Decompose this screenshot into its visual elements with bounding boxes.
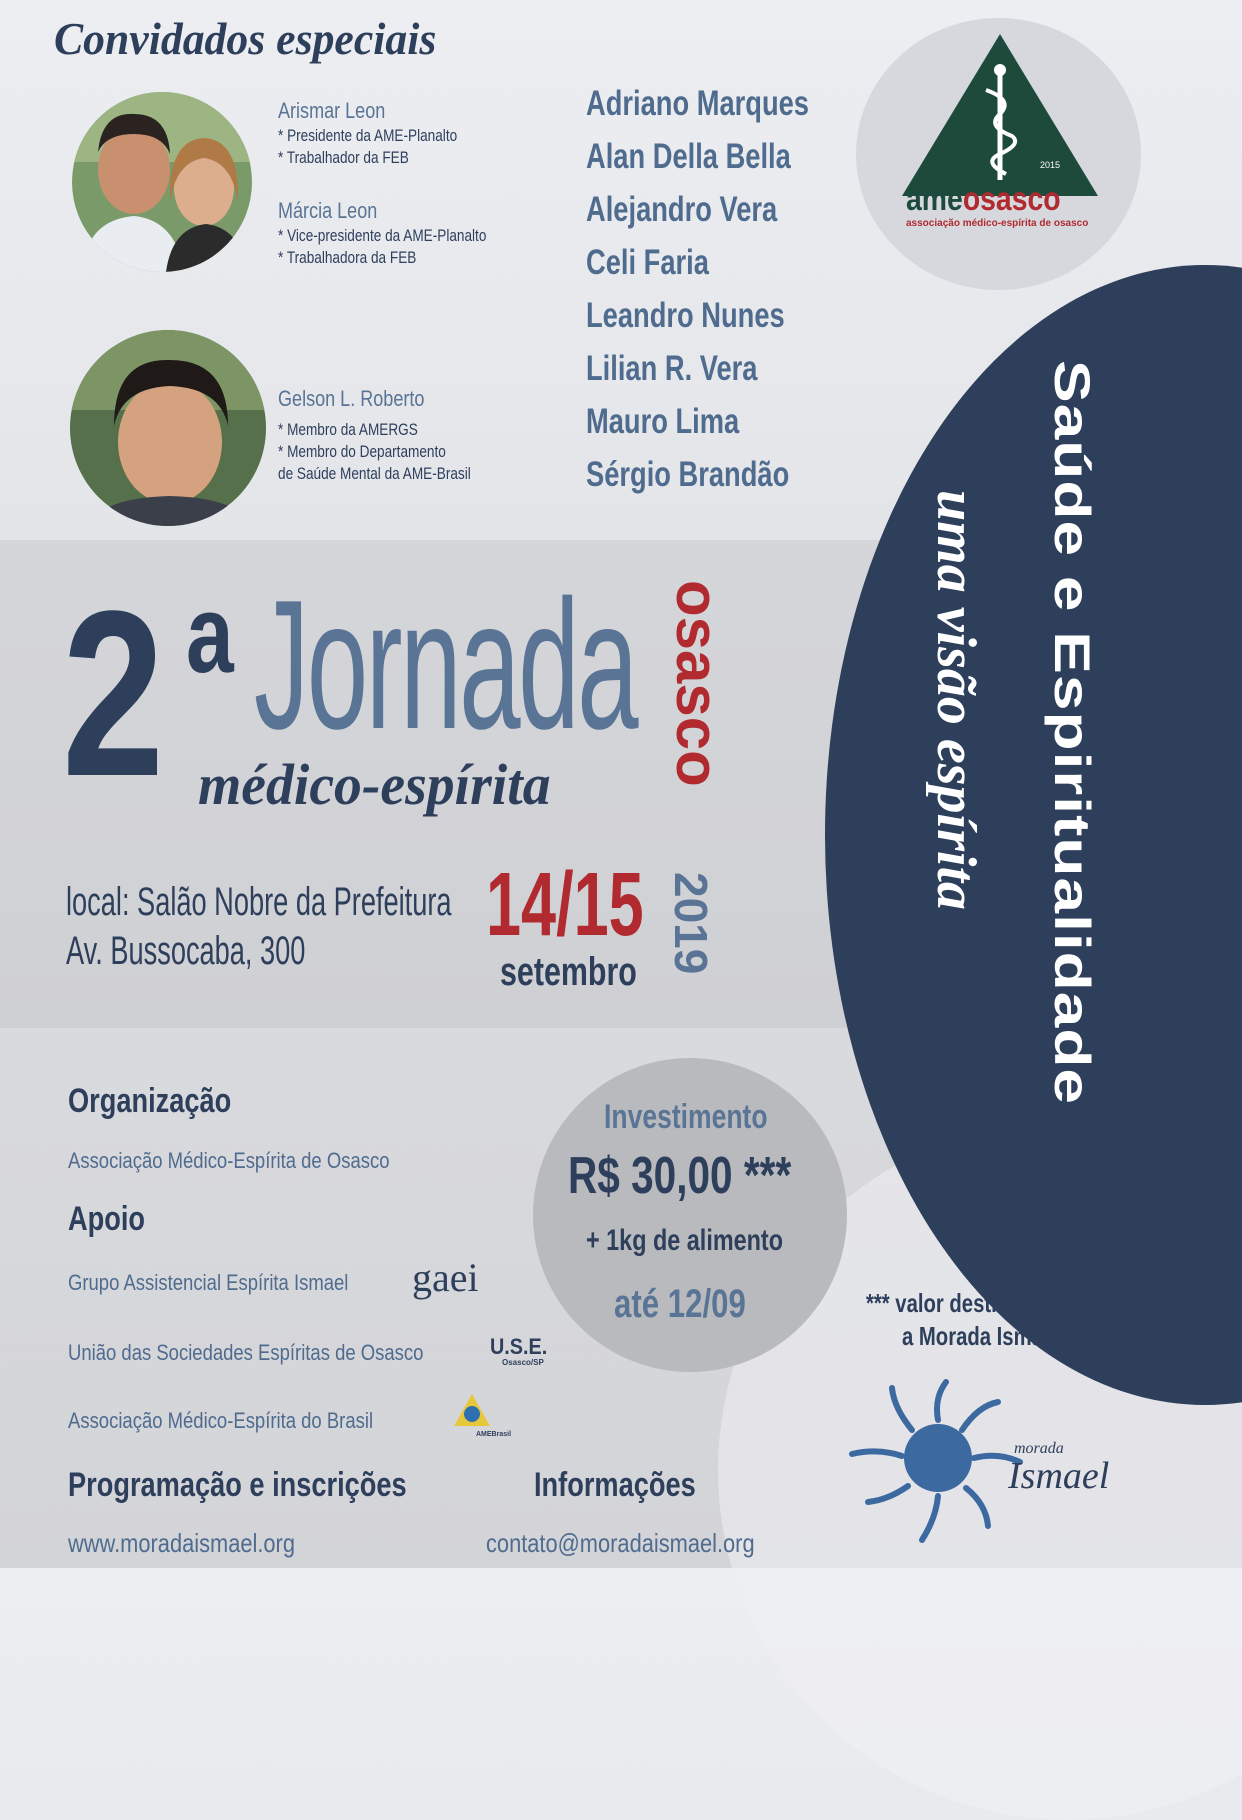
event-ordinal: 2 — [62, 562, 165, 826]
speaker-list — [586, 84, 872, 508]
investment-note — [866, 1288, 1104, 1352]
location-line: local: Salão Nobre da Prefeitura — [66, 880, 452, 924]
amebrasil-text: AMEBrasil — [476, 1431, 512, 1438]
morada-line2: Ismael — [1008, 1455, 1110, 1497]
guest-arismar — [278, 98, 502, 168]
event-year: 2019 — [665, 872, 717, 975]
guest-role: de Saúde Mental da AME-Brasil — [278, 464, 471, 483]
guest-role: * Membro da AMERGS — [278, 420, 418, 439]
event-name: Jornada — [254, 561, 637, 767]
speaker-name: Leandro Nunes — [586, 296, 785, 335]
theme-title: Saúde e Espiritualidade — [1043, 360, 1101, 1105]
speaker-name: Celi Faria — [586, 243, 709, 282]
program-heading: Programação e inscrições — [68, 1466, 407, 1504]
info-heading: Informações — [534, 1466, 696, 1504]
speaker-name: Lilian R. Vera — [586, 349, 758, 388]
speaker-name: Adriano Marques — [586, 84, 809, 123]
support-item: União das Sociedades Espíritas de Osasco — [68, 1340, 424, 1365]
morada-line1: morada — [1014, 1440, 1064, 1457]
morada-ismael-logo — [838, 1376, 1138, 1546]
guest-role: * Membro do Departamento — [278, 442, 446, 461]
theme-subtitle: uma visão espírita — [925, 490, 987, 911]
support-heading: Apoio — [68, 1200, 146, 1238]
speaker-name: Mauro Lima — [586, 402, 740, 441]
guest-gelson — [278, 386, 519, 484]
guest-photo-leon-couple — [72, 92, 252, 272]
investment-note-line: *** valor destinado — [866, 1288, 1046, 1318]
guest-role: * Trabalhadora da FEB — [278, 248, 417, 267]
event-subtitle: médico-espírita — [198, 752, 551, 817]
speaker-name: Alejandro Vera — [586, 190, 778, 229]
gaei-logo: gaei — [412, 1255, 479, 1300]
investment-deadline: até 12/09 — [614, 1282, 746, 1326]
event-month: setembro — [500, 950, 637, 994]
use-logo-text: U.S.E. — [490, 1334, 548, 1359]
organization-heading: Organização — [68, 1082, 232, 1120]
guest-name: Márcia Leon — [278, 198, 378, 223]
guest-marcia — [278, 198, 539, 268]
support-item: Grupo Assistencial Espírita Ismael — [68, 1270, 349, 1295]
logo-wordmark — [906, 180, 1061, 218]
caduceus-triangle-icon — [898, 30, 1102, 200]
amebrasil-logo — [452, 1392, 511, 1438]
logo-brand-osasco: osasco — [962, 180, 1061, 217]
location-line: Av. Bussocaba, 300 — [66, 929, 306, 973]
logo-year: 2015 — [1040, 160, 1061, 170]
investment-extra: + 1kg de alimento — [586, 1224, 784, 1257]
logo-brand-ame: ame — [906, 180, 963, 217]
logo-tagline: associação médico-espírita de osasco — [906, 218, 1089, 229]
sunburst-icon — [838, 1376, 1028, 1546]
guest-name: Arismar Leon — [278, 98, 386, 123]
event-dates: 14/15 — [486, 855, 644, 955]
event-ordinal-sup: a — [186, 573, 234, 696]
guest-role: * Trabalhador da FEB — [278, 148, 409, 167]
guest-photo-gelson — [70, 330, 266, 526]
investment-price: R$ 30,00 *** — [568, 1147, 792, 1205]
ame-osasco-logo — [856, 18, 1141, 290]
use-logo-sub: Osasco/SP — [502, 1358, 544, 1367]
info-email[interactable]: contato@moradaismael.org — [486, 1528, 755, 1558]
event-city: osasco — [664, 580, 731, 787]
guest-name: Gelson L. Roberto — [278, 386, 425, 411]
investment-label: Investimento — [604, 1098, 768, 1136]
page-title: Convidados especiais — [54, 13, 437, 64]
program-url[interactable]: www.moradaismael.org — [68, 1528, 295, 1558]
guest-role: * Vice-presidente da AME-Planalto — [278, 226, 487, 245]
support-item: Associação Médico-Espírita do Brasil — [68, 1408, 374, 1433]
guest-role: * Presidente da AME-Planalto — [278, 126, 458, 145]
organization-name: Associação Médico-Espírita de Osasco — [68, 1148, 390, 1173]
speaker-name: Alan Della Bella — [586, 137, 791, 176]
investment-note-line: a Morada Ismael — [902, 1321, 1060, 1351]
amebrasil-triangle-icon — [452, 1392, 492, 1428]
speaker-name: Sérgio Brandão — [586, 455, 790, 494]
use-logo — [490, 1336, 554, 1367]
